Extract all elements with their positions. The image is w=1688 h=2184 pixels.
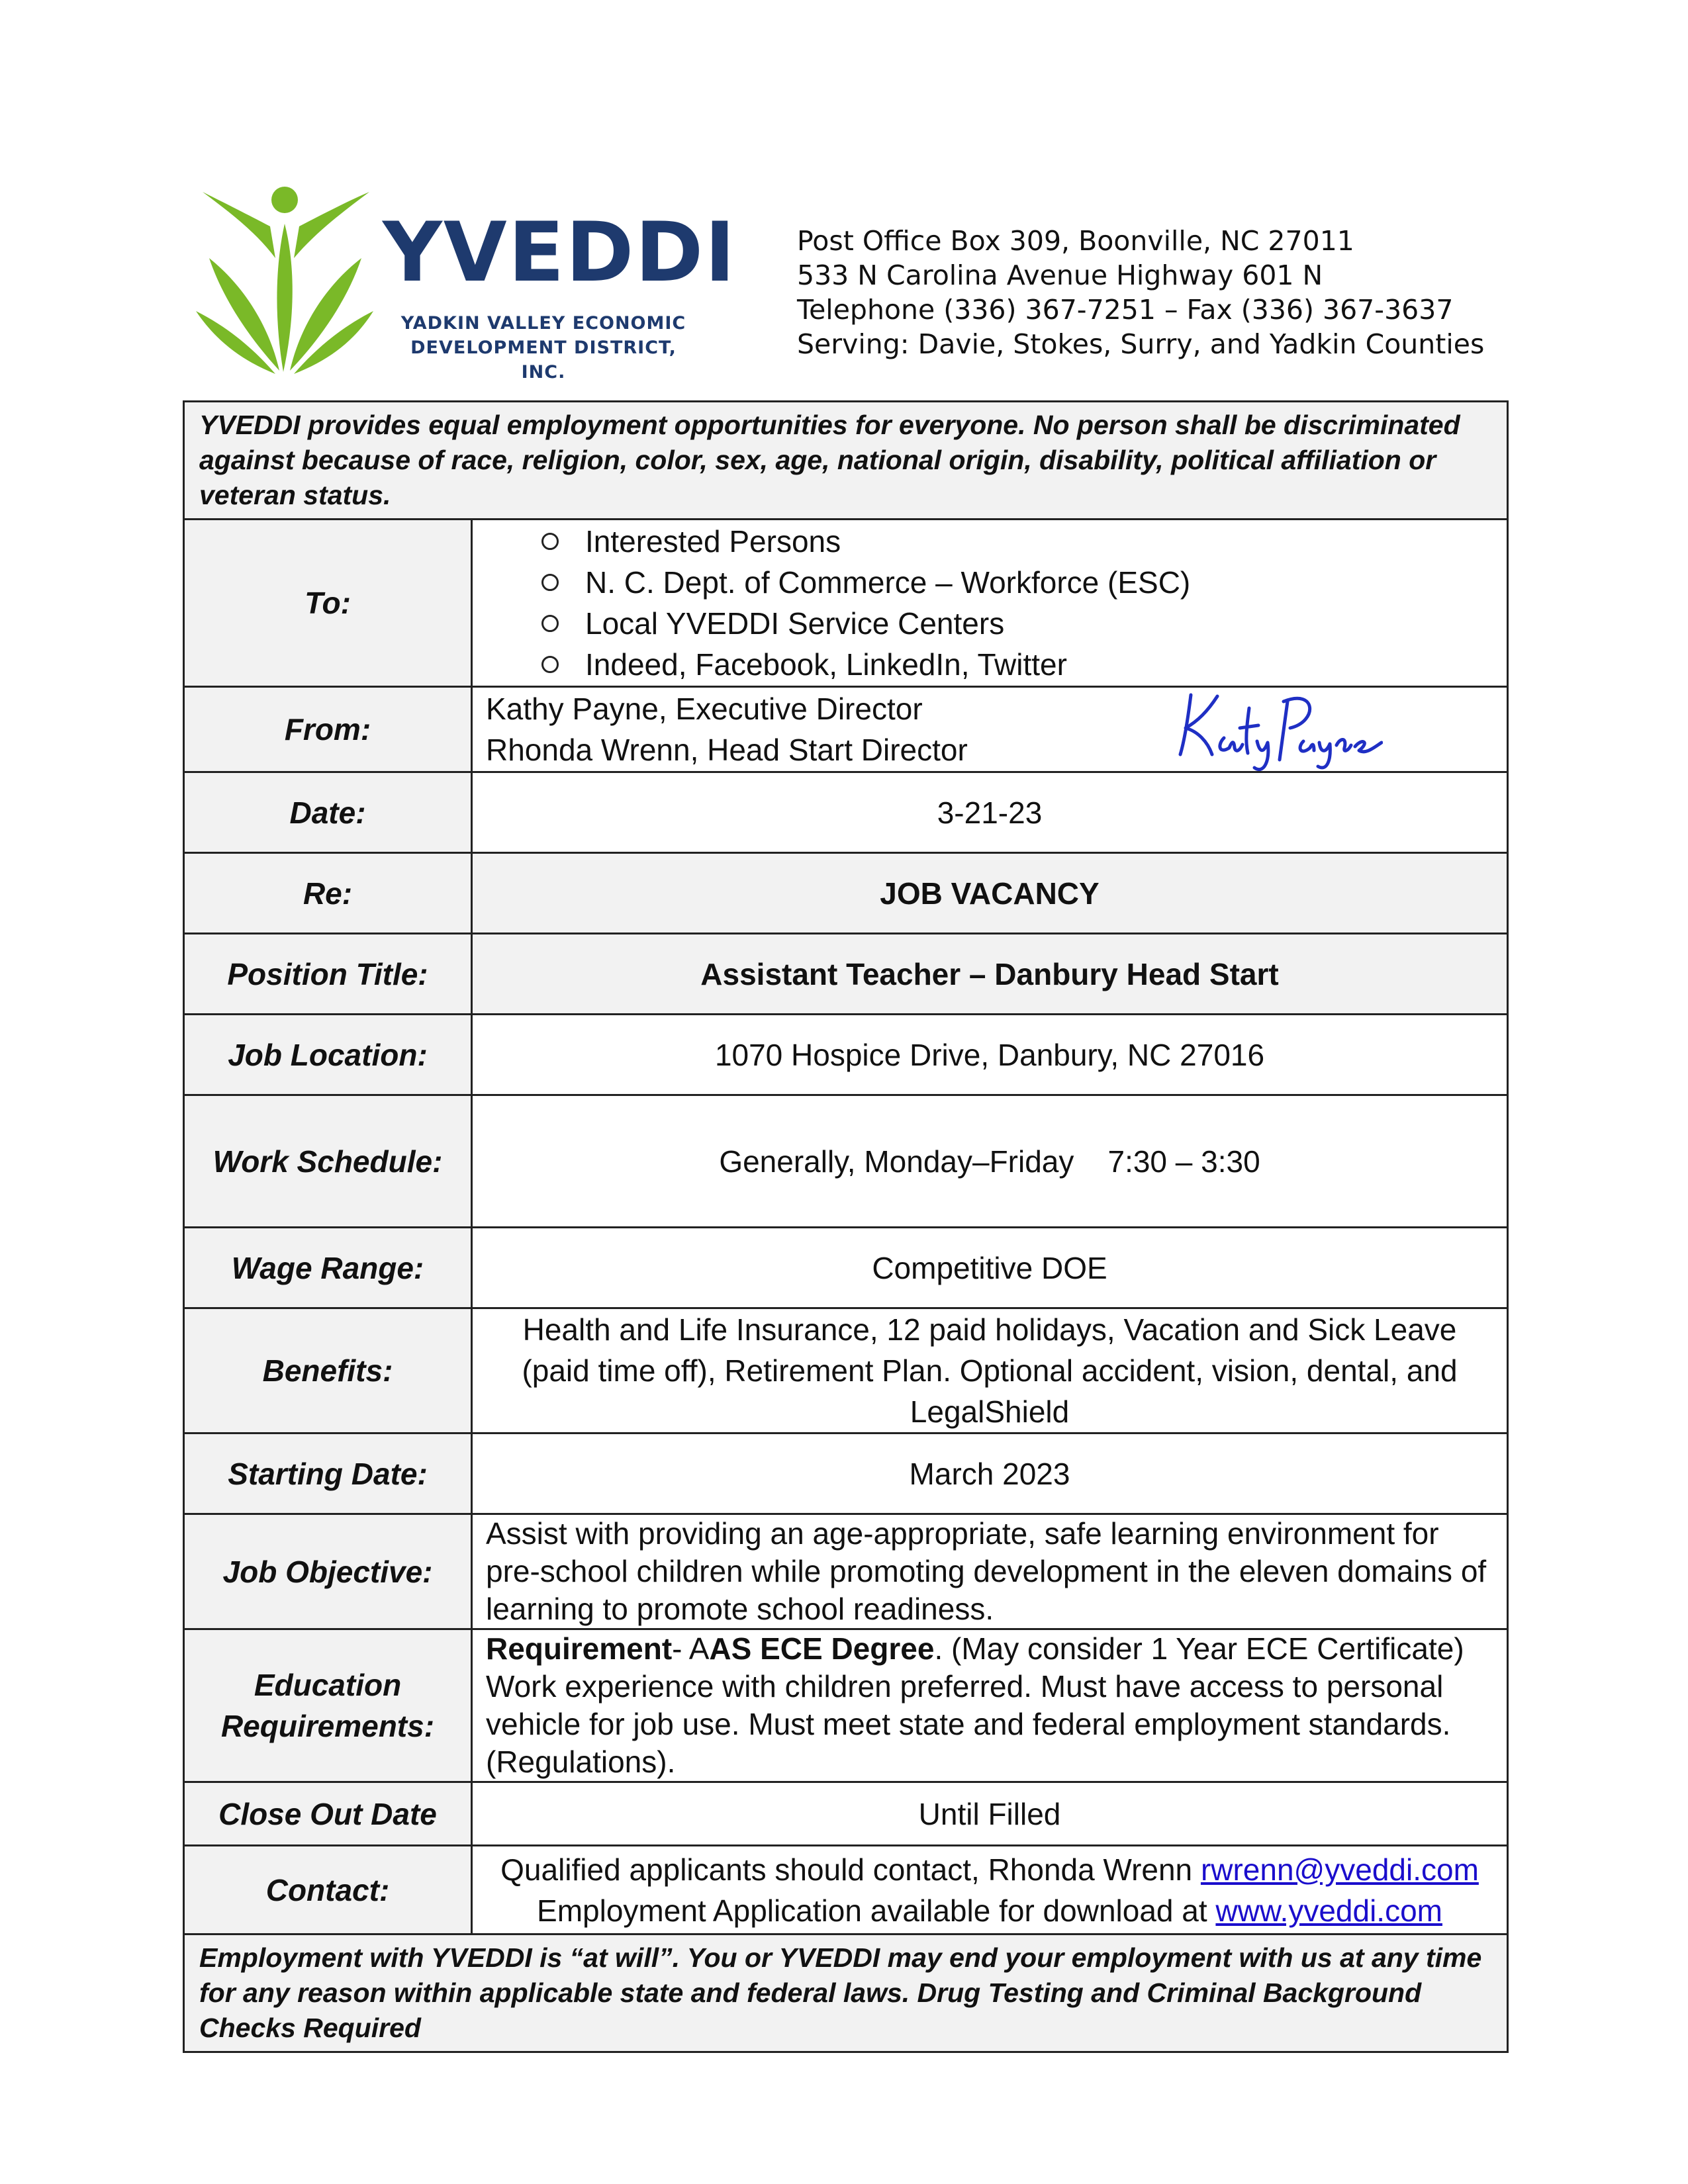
contact-value: Qualified applicants should contact, Rhonda Wrenn rwrenn@yveddi.com Employment Application available for download at www.yveddi.com: [472, 1846, 1508, 1934]
date-label: Date:: [184, 772, 472, 853]
education-requirements-label: Education Requirements:: [184, 1629, 472, 1782]
re-label: Re:: [184, 853, 472, 934]
to-recipients: [472, 520, 1508, 687]
work-schedule-label: Work Schedule:: [184, 1095, 472, 1228]
phone-fax-line: Telephone (336) 367-7251 – Fax (336) 367-3637: [797, 294, 1454, 326]
address-line: Post Office Box 309, Boonville, NC 27011: [797, 225, 1354, 257]
contact-label: Contact:: [184, 1846, 472, 1934]
job-location-label: Job Location:: [184, 1015, 472, 1095]
close-out-date-value: Until Filled: [472, 1782, 1508, 1846]
service-area-line: Serving: Davie, Stokes, Surry, and Yadkin Counties: [797, 328, 1485, 360]
contact-email-link[interactable]: rwrenn@yveddi.com: [1200, 1852, 1479, 1887]
bullet-circle-icon: [541, 533, 559, 550]
close-out-date-label: Close Out Date: [184, 1782, 472, 1846]
from-senders: [472, 687, 1508, 772]
benefits-value: Health and Life Insurance, 12 paid holidays, Vacation and Sick Leave (paid time off), Retirement Plan. Optional accident, vision, dental, and LegalShield: [472, 1308, 1508, 1433]
list-item: Interested Persons: [486, 521, 1493, 562]
list-item: Indeed, Facebook, LinkedIn, Twitter: [486, 644, 1493, 685]
bullet-circle-icon: [541, 574, 559, 591]
handwritten-signature: [1171, 682, 1383, 774]
starting-date-value: March 2023: [472, 1433, 1508, 1514]
job-objective-value: Assist with providing an age-appropriate, safe learning environment for pre-school children while promoting development in the eleven domains of learning to promote school readiness.: [472, 1514, 1508, 1629]
education-requirements-value: Requirement- AAS ECE Degree. (May consider 1 Year ECE Certificate) Work experience with children preferred. Must have access to personal vehicle for job use. Must meet state and federal employment standards. (Regulations).: [472, 1629, 1508, 1782]
logo-figure-icon: [196, 185, 381, 377]
job-objective-label: Job Objective:: [184, 1514, 472, 1629]
bullet-circle-icon: [541, 656, 559, 673]
website-link[interactable]: www.yveddi.com: [1215, 1893, 1442, 1928]
contact-address-block: [797, 224, 1484, 361]
yveddi-logo: [196, 185, 737, 383]
wage-range-label: Wage Range:: [184, 1228, 472, 1308]
position-title-label: Position Title:: [184, 934, 472, 1015]
list-item: Local YVEDDI Service Centers: [486, 603, 1493, 644]
starting-date-label: Starting Date:: [184, 1433, 472, 1514]
re-value: JOB VACANCY: [472, 853, 1508, 934]
address-line: 533 N Carolina Avenue Highway 601 N: [797, 259, 1323, 291]
logo-subtitle: YADKIN VALLEY ECONOMIC DEVELOPMENT DISTRICT, INC.: [400, 313, 686, 383]
wage-range-value: Competitive DOE: [472, 1228, 1508, 1308]
to-label: To:: [184, 520, 472, 687]
logo-wordmark: YVEDDI: [383, 205, 737, 300]
job-location-value: 1070 Hospice Drive, Danbury, NC 27016: [472, 1015, 1508, 1095]
sender-line: Kathy Payne, Executive Director: [486, 692, 923, 726]
from-label: From:: [184, 687, 472, 772]
job-vacancy-table: [183, 400, 1509, 2053]
at-will-statement: Employment with YVEDDI is “at will”. You or YVEDDI may end your employment with us at any time for any reason within applicable state and federal laws. Drug Testing and Criminal Background Checks Required: [184, 1934, 1508, 2052]
letterhead: [196, 185, 1493, 384]
sender-line: Rhonda Wrenn, Head Start Director: [486, 733, 968, 767]
work-schedule-value: Generally, Monday–Friday 7:30 – 3:30: [472, 1095, 1508, 1228]
date-value: 3-21-23: [472, 772, 1508, 853]
bullet-circle-icon: [541, 615, 559, 632]
eeo-statement: YVEDDI provides equal employment opportunities for everyone. No person shall be discriminated against because of race, religion, color, sex, age, national origin, disability, political affiliation or veteran status.: [184, 402, 1508, 520]
position-title-value: Assistant Teacher – Danbury Head Start: [472, 934, 1508, 1015]
benefits-label: Benefits:: [184, 1308, 472, 1433]
list-item: N. C. Dept. of Commerce – Workforce (ESC): [486, 562, 1493, 603]
